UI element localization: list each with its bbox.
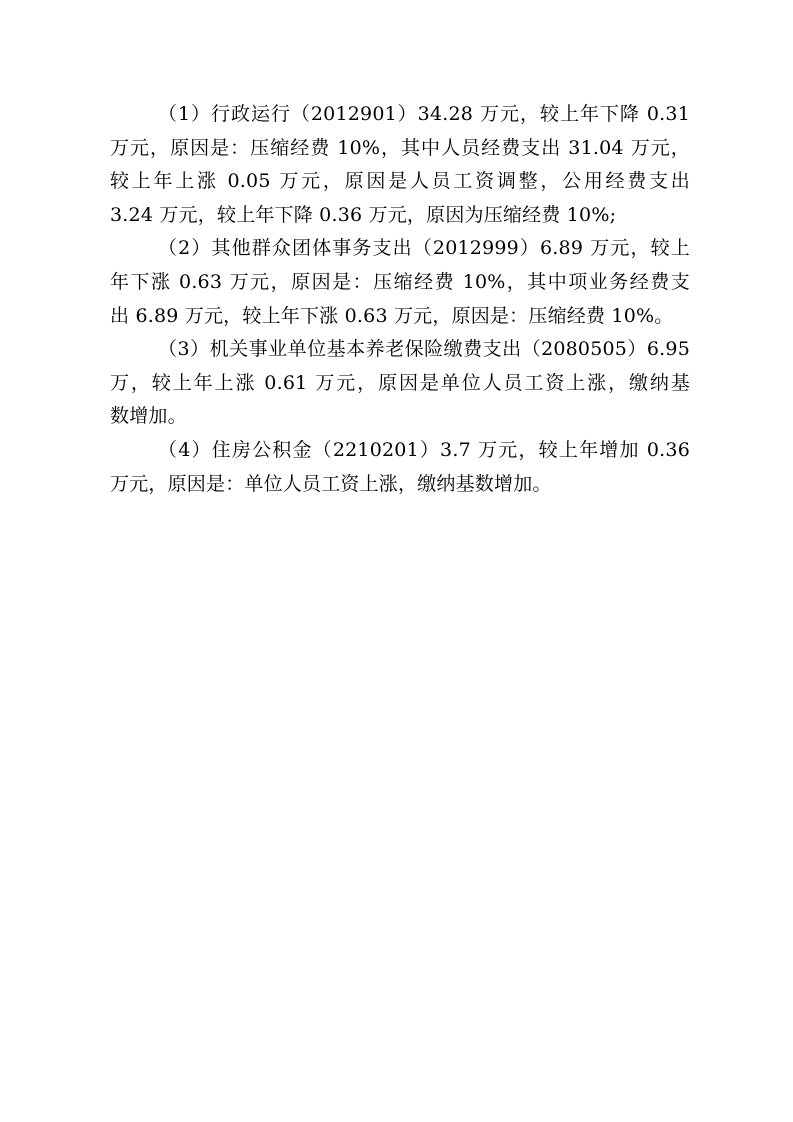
paragraph-line: 万，较上年上涨 0.61 万元，原因是单位人员工资上涨，缴纳基 xyxy=(110,371,690,394)
paragraph-pension-insurance xyxy=(110,333,690,434)
paragraph-line: 万元，原因是：压缩经费 10%，其中人员经费支出 31.04 万元， xyxy=(110,136,690,159)
paragraph-line: 数增加。 xyxy=(110,405,187,428)
paragraph-line: 年下涨 0.63 万元，原因是：压缩经费 10%，其中项业务经费支 xyxy=(110,270,690,293)
paragraph-line: 3.24 万元，较上年下降 0.36 万元，原因为压缩经费 10%; xyxy=(110,203,617,226)
paragraph-line: 万元，原因是：单位人员工资上涨，缴纳基数增加。 xyxy=(110,472,552,495)
paragraph-line: 较上年上涨 0.05 万元，原因是人员工资调整，公用经费支出 xyxy=(110,170,690,193)
paragraph-other-mass-organization xyxy=(110,232,690,333)
paragraph-housing-fund xyxy=(110,434,690,501)
paragraph-line: （3）机关事业单位基本养老保险缴费支出（2080505）6.95 xyxy=(158,338,690,361)
paragraph-line: （2）其他群众团体事务支出（2012999）6.89 万元，较上 xyxy=(158,237,690,260)
paragraph-administrative-operation xyxy=(110,98,690,232)
paragraph-line: （4）住房公积金（2210201）3.7 万元，较上年增加 0.36 xyxy=(158,438,690,461)
paragraph-line: 出 6.89 万元，较上年下涨 0.63 万元，原因是：压缩经费 10%。 xyxy=(110,304,674,327)
document-body xyxy=(110,98,690,501)
paragraph-line: （1）行政运行（2012901）34.28 万元，较上年下降 0.31 xyxy=(158,103,690,125)
